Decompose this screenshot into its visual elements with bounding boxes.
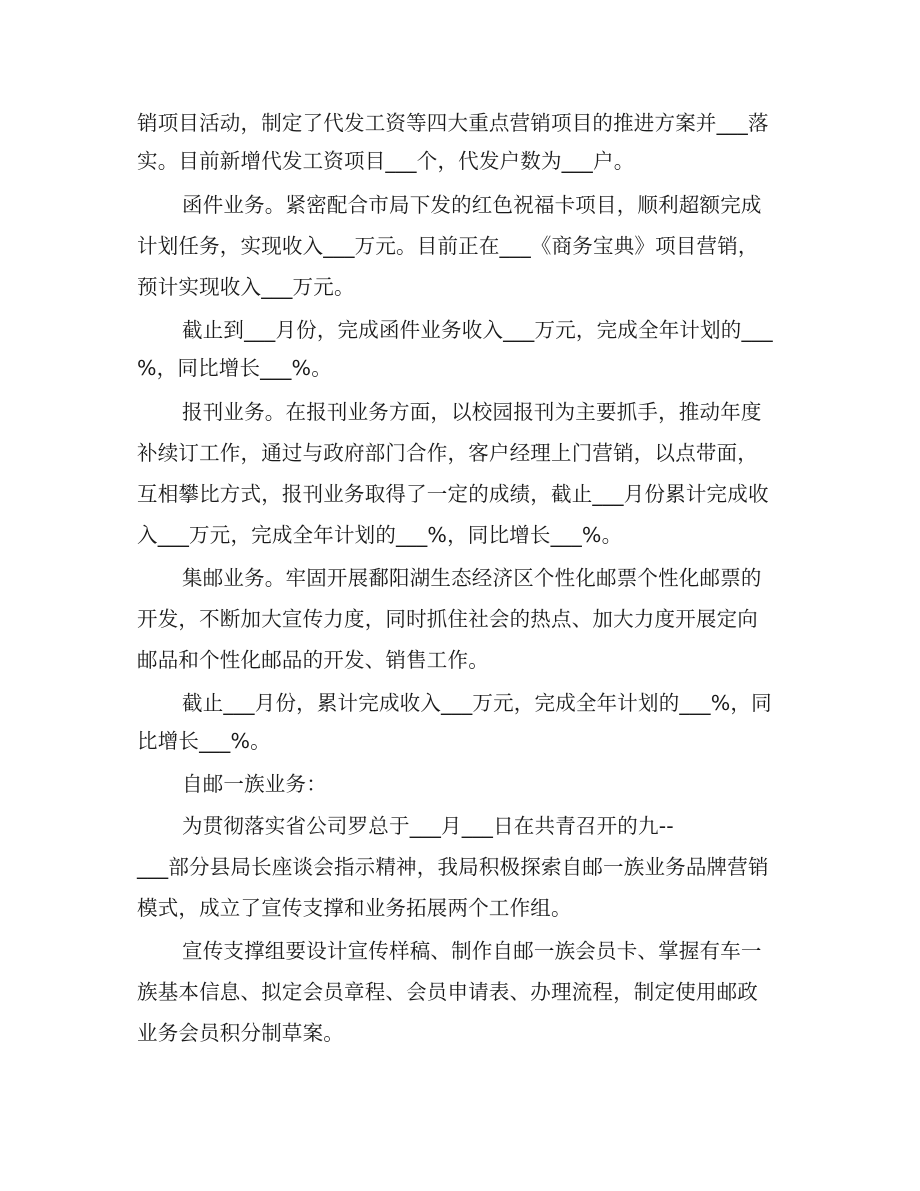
text-line: 函件业务。紧密配合市局下发的红色祝福卡项目，顺利超额完成 [182,193,762,217]
text-line: 报刊业务。在报刊业务方面，以校园报刊为主要抓手，推动年度 [182,400,762,424]
text-line: 邮品和个性化邮品的开发、销售工作。 [137,648,489,672]
text-line: 预计实现收入___万元。 [137,275,355,299]
text-line: 截止___月份，累计完成收入___万元，完成全年计划的___%，同 [182,691,772,715]
text-line: 自邮一族业务： [182,772,327,796]
text-line: 为贯彻落实省公司罗总于___月___日在共青召开的九-- [182,814,674,838]
text-line: 模式，成立了宣传支撑和业务拓展两个工作组。 [137,896,572,920]
text-line: 业务会员积分制草案。 [137,1021,344,1045]
text-line: 族基本信息、拟定会员章程、会员申请表、办理流程，制定使用邮政 [137,980,758,1004]
text-line: 互相攀比方式，报刊业务取得了一定的成绩，截止___月份累计完成收 [137,482,769,506]
text-line: 计划任务，实现收入___万元。目前正在___《商务宝典》项目营销， [137,234,759,258]
text-line: 开发，不断加大宣传力度，同时抓住社会的热点、加大力度开展定向 [137,607,758,631]
text-line: 实。目前新增代发工资项目___个，代发户数为___户。 [137,149,635,173]
text-line: 集邮业务。牢固开展鄱阳湖生态经济区个性化邮票个性化邮票的 [182,566,762,590]
text-line: 销项目活动，制定了代发工资等四大重点营销项目的推进方案并___落 [137,111,769,135]
text-line: %，同比增长___%。 [137,356,332,380]
text-line: 入___万元，完成全年计划的___%，同比增长___%。 [137,523,623,547]
text-line: 比增长___%。 [137,729,271,753]
text-line: 截止到___月份，完成函件业务收入___万元，完成全年计划的___ [182,318,773,342]
text-line: 宣传支撑组要设计宣传样稿、制作自邮一族会员卡、掌握有车一 [182,939,762,963]
text-line: 补续订工作，通过与政府部门合作，客户经理上门营销，以点带面， [137,441,758,465]
text-line: ___部分县局长座谈会指示精神，我局积极探索自邮一族业务品牌营销 [137,855,769,879]
